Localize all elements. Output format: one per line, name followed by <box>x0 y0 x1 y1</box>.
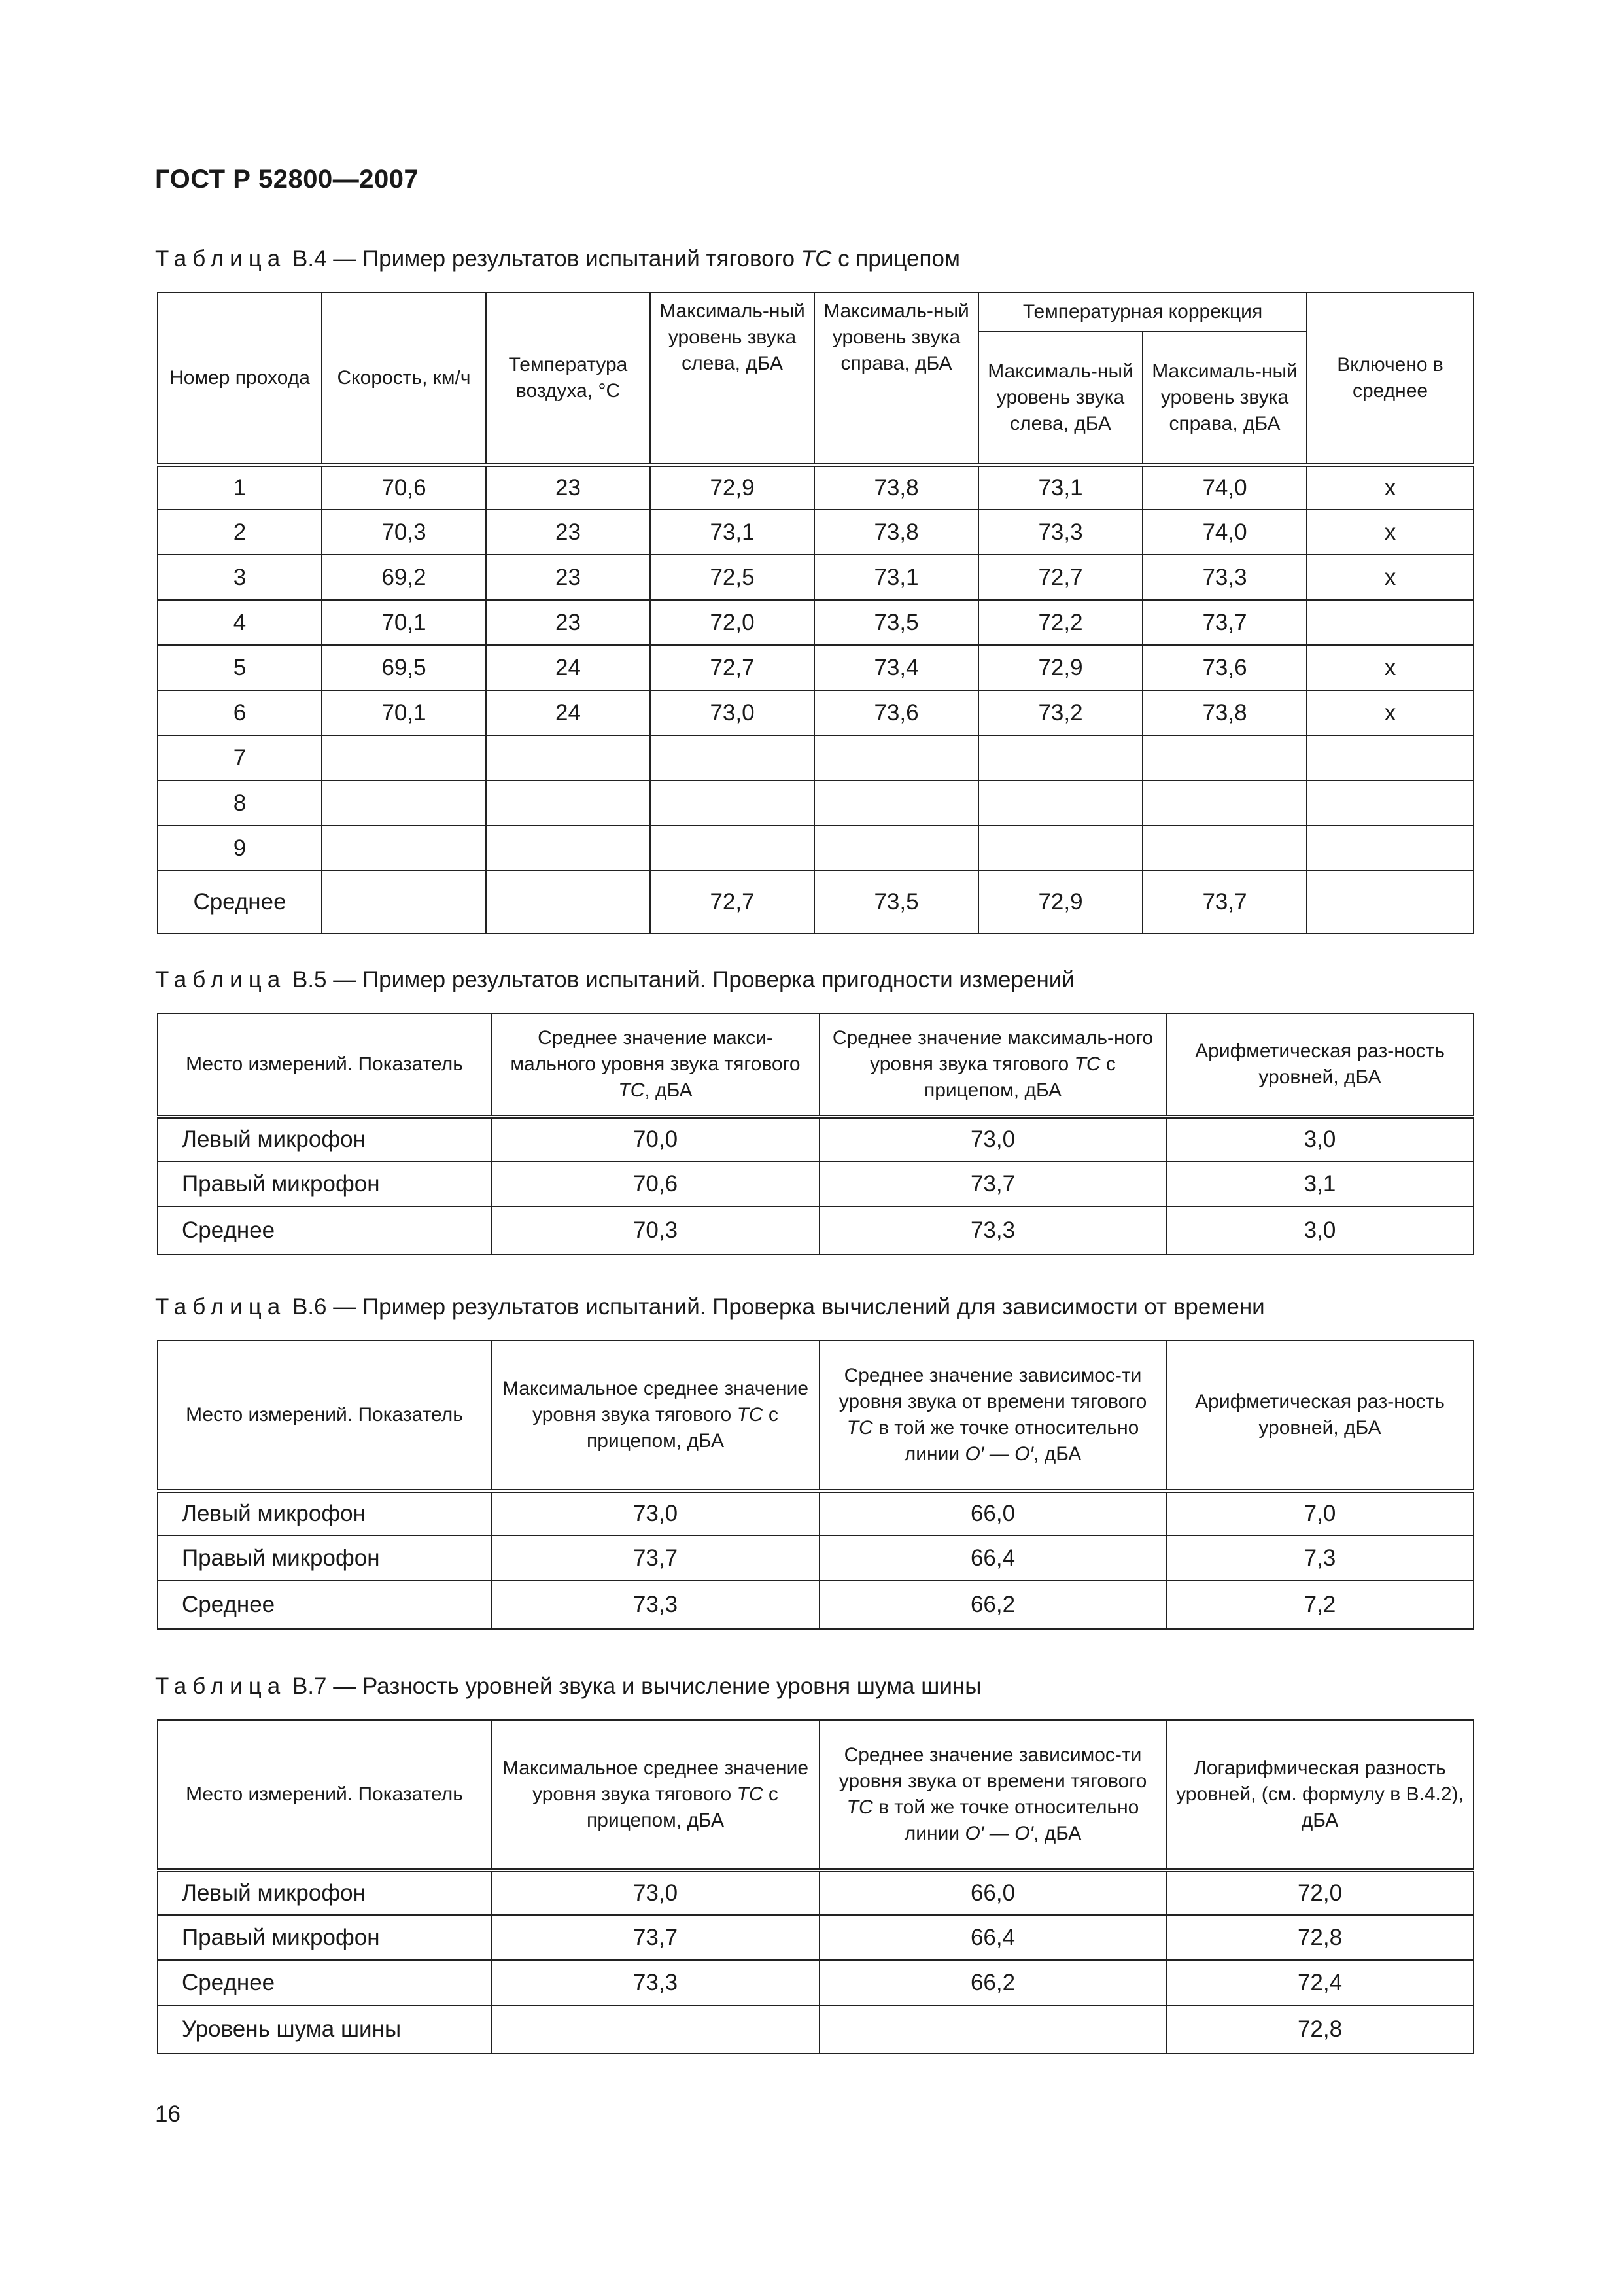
table-cell: 73,0 <box>491 1870 820 1915</box>
table-cell <box>486 826 650 871</box>
table-row <box>158 465 1474 510</box>
table-cell: Левый микрофон <box>158 1870 491 1915</box>
table-cell: 73,5 <box>814 871 978 934</box>
table-cell: 73,0 <box>650 690 814 735</box>
table-b5-caption <box>155 967 1075 993</box>
table-cell: 72,8 <box>1166 2005 1474 2054</box>
table-cell: 72,2 <box>978 600 1143 645</box>
table-b6 <box>157 1340 1474 1630</box>
header-corr-left: Максималь-ный уровень звука слева, дБА <box>978 332 1143 465</box>
table-cell: 70,3 <box>322 510 486 555</box>
table-cell: 70,6 <box>491 1161 820 1206</box>
table-row <box>158 1870 1474 1915</box>
table-cell: 70,3 <box>491 1206 820 1255</box>
header-max-right: Максималь-ный уровень звука справа, дБА <box>814 292 978 465</box>
table-cell: x <box>1307 645 1474 690</box>
table-cell: 73,6 <box>1143 645 1307 690</box>
table-cell <box>486 735 650 780</box>
table-cell: 70,1 <box>322 600 486 645</box>
table-cell: 70,1 <box>322 690 486 735</box>
table-cell <box>322 735 486 780</box>
table-cell: 72,7 <box>650 871 814 934</box>
header-time-dependence: Среднее значение зависимос-ти уровня звука от времени тягового ТС в той же точке относительно линии О′ — О′, дБА <box>820 1720 1166 1870</box>
table-cell <box>978 780 1143 826</box>
table-cell: 73,0 <box>491 1491 820 1535</box>
document-header: ГОСТ Р 52800—2007 <box>155 165 419 194</box>
table-cell: 73,6 <box>814 690 978 735</box>
table-cell: 73,3 <box>1143 555 1307 600</box>
header-max-left: Максималь-ный уровень звука слева, дБА <box>650 292 814 465</box>
table-cell: 73,3 <box>820 1206 1166 1255</box>
header-place: Место измерений. Показатель <box>158 1340 491 1491</box>
caption-text: — Пример результатов испытаний. Проверка вычислений для зависимости от времени <box>326 1294 1265 1320</box>
table-cell: 6 <box>158 690 322 735</box>
table-cell: 73,5 <box>814 600 978 645</box>
table-cell: 73,7 <box>491 1915 820 1960</box>
table-cell <box>1307 826 1474 871</box>
table-cell <box>814 780 978 826</box>
caption-prefix: Таблица <box>155 967 286 992</box>
table-cell: 66,0 <box>820 1491 1166 1535</box>
table-cell: Левый микрофон <box>158 1491 491 1535</box>
table-row <box>158 1206 1474 1255</box>
table-row <box>158 1117 1474 1161</box>
table-cell: 66,2 <box>820 1960 1166 2005</box>
table-cell: 72,9 <box>978 871 1143 934</box>
table-cell: 2 <box>158 510 322 555</box>
table-cell: 73,3 <box>491 1581 820 1629</box>
table-cell <box>1307 600 1474 645</box>
table-cell: 3,0 <box>1166 1117 1474 1161</box>
caption-text: — Пример результатов испытаний. Проверка пригодности измерений <box>326 967 1075 992</box>
table-cell: 73,1 <box>978 465 1143 510</box>
table-cell: 74,0 <box>1143 510 1307 555</box>
table-row <box>158 1491 1474 1535</box>
table-cell <box>486 780 650 826</box>
table-row <box>158 871 1474 934</box>
table-cell <box>486 871 650 934</box>
table-row <box>158 1581 1474 1629</box>
table-cell: Левый микрофон <box>158 1117 491 1161</box>
table-cell: 73,1 <box>650 510 814 555</box>
table-cell: Правый микрофон <box>158 1915 491 1960</box>
table-b4-caption <box>155 246 960 272</box>
table-cell: Уровень шума шины <box>158 2005 491 2054</box>
caption-ts: ТС <box>801 246 832 272</box>
table-cell: 24 <box>486 690 650 735</box>
table-cell: 73,8 <box>1143 690 1307 735</box>
table-cell <box>1307 780 1474 826</box>
table-cell: 73,0 <box>820 1117 1166 1161</box>
table-row <box>158 645 1474 690</box>
header-corr-right: Максималь-ный уровень звука справа, дБА <box>1143 332 1307 465</box>
table-cell: 72,8 <box>1166 1915 1474 1960</box>
table-cell: 73,8 <box>814 465 978 510</box>
table-cell: 66,4 <box>820 1915 1166 1960</box>
table-cell: 69,2 <box>322 555 486 600</box>
caption-text: — Разность уровней звука и вычисление уровня шума шины <box>326 1673 982 1699</box>
table-cell: 3 <box>158 555 322 600</box>
table-cell: 1 <box>158 465 322 510</box>
table-cell: x <box>1307 510 1474 555</box>
header-included: Включено в среднее <box>1307 292 1474 465</box>
table-cell: 70,6 <box>322 465 486 510</box>
header-place: Место измерений. Показатель <box>158 1013 491 1117</box>
table-cell: 72,5 <box>650 555 814 600</box>
table-cell <box>650 826 814 871</box>
header-arith-diff: Арифметическая раз-ность уровней, дБА <box>1166 1340 1474 1491</box>
table-cell: 7,0 <box>1166 1491 1474 1535</box>
table-cell <box>1143 735 1307 780</box>
table-cell: x <box>1307 555 1474 600</box>
table-cell: x <box>1307 690 1474 735</box>
table-cell: 24 <box>486 645 650 690</box>
caption-number: В.5 <box>292 967 327 992</box>
table-row <box>158 510 1474 555</box>
table-cell: 70,0 <box>491 1117 820 1161</box>
table-cell <box>820 2005 1166 2054</box>
table-cell: 73,7 <box>820 1161 1166 1206</box>
table-b7-caption <box>155 1673 981 1700</box>
table-cell: Среднее <box>158 1581 491 1629</box>
table-cell: 8 <box>158 780 322 826</box>
page-number: 16 <box>155 2101 181 2127</box>
table-row <box>158 600 1474 645</box>
header-arith-diff: Арифметическая раз-ность уровней, дБА <box>1166 1013 1474 1117</box>
table-cell: 5 <box>158 645 322 690</box>
table-cell <box>978 735 1143 780</box>
table-cell: 3,0 <box>1166 1206 1474 1255</box>
table-cell: 23 <box>486 465 650 510</box>
table-cell <box>650 780 814 826</box>
table-cell: 72,7 <box>978 555 1143 600</box>
header-pass: Номер прохода <box>158 292 322 465</box>
table-cell: x <box>1307 465 1474 510</box>
table-cell: Среднее <box>158 1206 491 1255</box>
table-row <box>158 690 1474 735</box>
table-cell: 73,7 <box>491 1535 820 1581</box>
caption-text: — Пример результатов испытаний тягового <box>326 246 801 272</box>
table-row <box>158 2005 1474 2054</box>
table-cell: 9 <box>158 826 322 871</box>
table-cell: 73,1 <box>814 555 978 600</box>
table-cell: 23 <box>486 555 650 600</box>
table-cell: 3,1 <box>1166 1161 1474 1206</box>
table-cell <box>322 780 486 826</box>
caption-prefix: Таблица <box>155 1673 286 1699</box>
table-b4 <box>157 292 1474 934</box>
caption-number: В.7 <box>292 1673 327 1699</box>
table-cell: Правый микрофон <box>158 1161 491 1206</box>
table-cell: 74,0 <box>1143 465 1307 510</box>
table-row <box>158 826 1474 871</box>
header-speed: Скорость, км/ч <box>322 292 486 465</box>
table-cell: 66,0 <box>820 1870 1166 1915</box>
header-max-avg: Максимальное среднее значение уровня звука тягового ТС с прицепом, дБА <box>491 1720 820 1870</box>
table-cell: Среднее <box>158 871 322 934</box>
header-time-dependence: Среднее значение зависимос-ти уровня звука от времени тягового ТС в той же точке относительно линии О′ — О′, дБА <box>820 1340 1166 1491</box>
header-temperature: Температура воздуха, °С <box>486 292 650 465</box>
table-cell <box>491 2005 820 2054</box>
table-cell: 72,0 <box>1166 1870 1474 1915</box>
table-cell <box>650 735 814 780</box>
table-cell: 73,3 <box>978 510 1143 555</box>
table-row <box>158 1161 1474 1206</box>
table-row <box>158 780 1474 826</box>
table-cell: 73,7 <box>1143 871 1307 934</box>
caption-text: с прицепом <box>831 246 960 272</box>
caption-prefix: Таблица <box>155 246 286 272</box>
header-place: Место измерений. Показатель <box>158 1720 491 1870</box>
table-cell <box>1143 826 1307 871</box>
table-cell: 72,9 <box>978 645 1143 690</box>
caption-number: В.6 <box>292 1294 327 1320</box>
table-cell: 73,7 <box>1143 600 1307 645</box>
table-cell: 73,4 <box>814 645 978 690</box>
table-cell: 73,2 <box>978 690 1143 735</box>
table-row <box>158 1960 1474 2005</box>
table-cell: 7,2 <box>1166 1581 1474 1629</box>
header-log-diff: Логарифмическая разность уровней, (см. формулу в В.4.2), дБА <box>1166 1720 1474 1870</box>
header-avg-tractor: Среднее значение макси-мального уровня звука тягового ТС, дБА <box>491 1013 820 1117</box>
table-cell: 66,2 <box>820 1581 1166 1629</box>
header-avg-with-trailer: Среднее значение максималь-ного уровня звука тягового ТС с прицепом, дБА <box>820 1013 1166 1117</box>
table-b7 <box>157 1719 1474 2054</box>
table-cell: 23 <box>486 600 650 645</box>
table-cell: 7,3 <box>1166 1535 1474 1581</box>
table-row <box>158 1535 1474 1581</box>
table-cell <box>814 826 978 871</box>
table-b6-caption <box>155 1294 1265 1320</box>
table-row <box>158 1915 1474 1960</box>
caption-number: В.4 <box>292 246 327 272</box>
table-cell: 73,3 <box>491 1960 820 2005</box>
header-temp-correction: Температурная коррекция <box>978 292 1307 332</box>
table-row <box>158 555 1474 600</box>
table-cell: 23 <box>486 510 650 555</box>
table-cell: Среднее <box>158 1960 491 2005</box>
caption-prefix: Таблица <box>155 1294 286 1320</box>
table-cell <box>322 826 486 871</box>
table-cell: Правый микрофон <box>158 1535 491 1581</box>
table-b5 <box>157 1013 1474 1255</box>
table-cell: 72,9 <box>650 465 814 510</box>
header-max-avg: Максимальное среднее значение уровня звука тягового ТС с прицепом, дБА <box>491 1340 820 1491</box>
table-cell: 72,4 <box>1166 1960 1474 2005</box>
table-cell: 69,5 <box>322 645 486 690</box>
table-cell: 73,8 <box>814 510 978 555</box>
table-cell: 7 <box>158 735 322 780</box>
table-cell: 66,4 <box>820 1535 1166 1581</box>
table-cell <box>978 826 1143 871</box>
table-cell: 4 <box>158 600 322 645</box>
table-cell <box>322 871 486 934</box>
table-cell <box>1307 735 1474 780</box>
table-cell <box>814 735 978 780</box>
table-cell: 72,0 <box>650 600 814 645</box>
table-cell <box>1307 871 1474 934</box>
table-cell <box>1143 780 1307 826</box>
table-row <box>158 735 1474 780</box>
table-cell: 72,7 <box>650 645 814 690</box>
